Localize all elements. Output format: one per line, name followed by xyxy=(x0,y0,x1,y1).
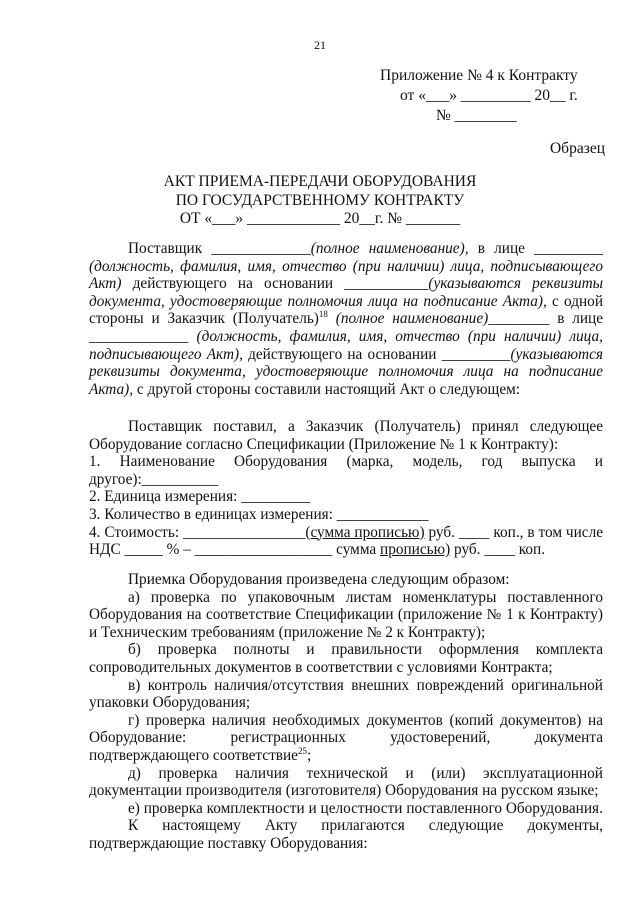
acceptance-intro: Приемка Оборудования произведена следующим образом: xyxy=(128,571,510,588)
item4-text: 4. Стоимость: ________________ xyxy=(89,523,306,541)
item4-text: руб. ____ коп., в том числе НДС _____ % – __________________ сумма xyxy=(89,523,603,559)
acceptance-item-a: а) проверка по упаковочным листам номенклатуры поставленного Оборудования на соответствие Спецификации (приложение № 1 к Контракту) и Техническим требованиям (приложение № 2 к Контракту); xyxy=(89,588,603,641)
acceptance-section xyxy=(89,571,603,853)
acceptance-item-d xyxy=(89,712,603,765)
sample-label: Образец xyxy=(549,140,605,157)
intro-paragraph xyxy=(89,240,603,398)
intro-italic: (полное наименование), xyxy=(310,240,469,257)
acceptance-item-e: д) проверка наличия технической и (или) эксплуатационной документации производителя (изготовителя) Оборудования на русском языке; xyxy=(89,764,603,800)
intro-text: в лице _________ xyxy=(468,240,603,257)
delivery-item-3: 3. Количество в единицах измерения: ____________ xyxy=(89,505,429,523)
item4-text: руб. ____ коп. xyxy=(450,541,546,559)
intro-italic: (должность, фамилия, имя, отчество (при наличии) лица, подписывающего Акт), xyxy=(89,327,603,363)
intro-text: ________ в лице _____________ xyxy=(89,310,604,345)
item4-underlined: (сумма прописью) xyxy=(305,523,425,541)
intro-text: Поставщик _____________ xyxy=(128,240,311,257)
item-d-text: ; xyxy=(306,746,312,764)
intro-italic: (должность, фамилия, имя, отчество (при наличии) лица, подписывающего Акт) xyxy=(89,257,603,293)
delivery-paragraph: Поставщик поставил, а Заказчик (Получатель) принял следующее Оборудование согласно Спецификации (Приложение № 1 к Контракту): xyxy=(89,418,603,453)
page-number: 21 xyxy=(314,38,326,52)
title-line-2: ПО ГОСУДАРСТВЕННОМУ КОНТРАКТУ xyxy=(175,191,465,209)
intro-section xyxy=(89,240,603,398)
acceptance-item-f: е) проверка комплектности и целостности поставленного Оборудования. xyxy=(128,799,603,817)
acceptance-item-c: в) контроль наличия/отсутствия внешних повреждений оригинальной упаковки Оборудования; xyxy=(89,676,603,712)
appendix-title: Приложение № 4 к Контракту xyxy=(380,67,578,84)
intro-italic: (указываются реквизиты документа, удостоверяющие полномочия лица на подписание Акта), xyxy=(89,275,603,310)
intro-text: действующего на основании _________ xyxy=(242,345,511,363)
intro-text: с одной стороны и Заказчик (Получатель) xyxy=(89,292,604,328)
intro-text: с другой стороны составили настоящий Акт о следующем: xyxy=(133,380,521,398)
intro-italic: (указываются реквизиты документа, удостоверяющие полномочия лица на подписание Акта), xyxy=(89,345,603,398)
appendix-number: № ________ xyxy=(436,107,517,124)
attached-documents-paragraph: К настоящему Акту прилагаются следующие документы, подтверждающие поставку Оборудования: xyxy=(89,817,603,852)
appendix-header xyxy=(380,66,610,126)
delivery-section xyxy=(89,418,603,559)
appendix-date: от «___» _________ 20__ г. xyxy=(400,87,578,104)
footnote-ref: 25 xyxy=(297,745,307,756)
footnote-ref: 18 xyxy=(318,309,328,320)
item4-underlined: прописью) xyxy=(380,541,451,559)
title-line-1: АКТ ПРИЕМА-ПЕРЕДАЧИ ОБОРУДОВАНИЯ xyxy=(163,173,477,190)
delivery-item-2: 2. Единица измерения: _________ xyxy=(89,488,311,506)
delivery-item-4 xyxy=(89,524,603,559)
intro-italic: (полное наименование) xyxy=(335,310,489,328)
acceptance-item-b: б) проверка полноты и правильности оформления комплекта сопроводительных документов в соответствии с условиями Контракта; xyxy=(89,641,603,676)
item-d-text: г) проверка наличия необходимых документов (копий документов) на Оборудование: регистрационных удостоверений, документа подтверждающего соответствие xyxy=(89,711,603,764)
intro-text: действующего на основании ___________ xyxy=(121,275,429,293)
document-title xyxy=(0,173,640,229)
delivery-item-1: 1. Наименование Оборудования (марка, модель, год выпуска и другое):__________ xyxy=(89,453,603,488)
title-line-3: ОТ «___» ____________ 20__г. № _______ xyxy=(179,210,461,227)
intro-text xyxy=(328,310,336,327)
